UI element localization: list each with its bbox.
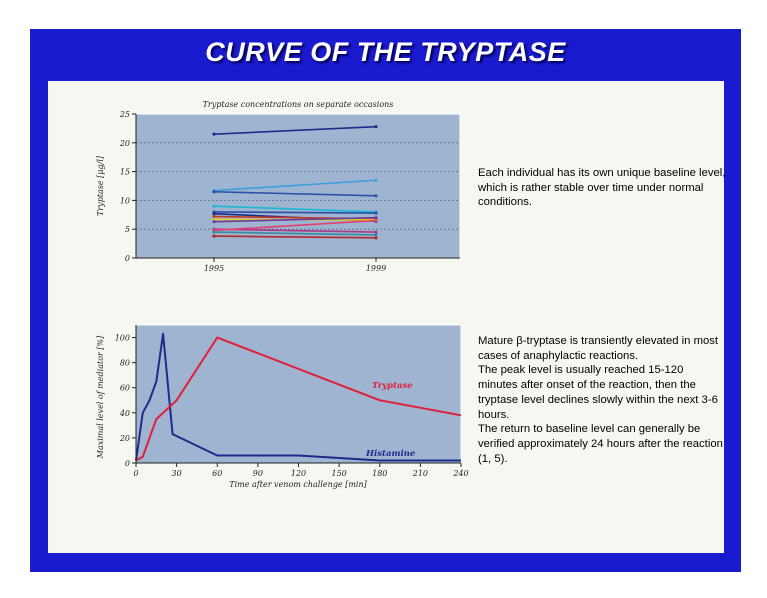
x-tick-label: 0	[133, 469, 139, 478]
mediator-time-course-chart	[86, 315, 469, 495]
slide-title: CURVE OF THE TRYPTASE	[205, 37, 566, 67]
note-line: The peak level is usually reached 15-120 minutes after onset of the reaction, then the tryptase level declines slowly within the next 3-6 hours.	[478, 364, 718, 421]
y-tick-label: 15	[119, 167, 130, 177]
elevation-description	[478, 334, 723, 466]
tryptase-baseline-chart	[86, 74, 466, 274]
y-tick-label: 60	[119, 383, 130, 393]
data-point	[212, 190, 215, 193]
note-line: Mature β-tryptase is transiently elevated in most cases of anaphylactic reactions.	[478, 335, 719, 362]
y-tick-label: 0	[124, 459, 130, 468]
data-point	[374, 236, 377, 239]
series-label: Tryptase	[372, 381, 413, 391]
y-tick-label: 40	[119, 408, 130, 418]
chart-title: Tryptase concentrations on separate occasions	[202, 100, 394, 109]
y-axis-label: Maximal level of mediator [%]	[96, 335, 105, 459]
data-point	[212, 215, 215, 218]
y-tick-label: 20	[119, 138, 130, 148]
y-tick-label: 5	[124, 225, 130, 235]
data-point	[212, 230, 215, 233]
y-tick-label: 10	[119, 196, 130, 206]
plot-area	[136, 325, 461, 463]
data-point	[212, 235, 215, 238]
x-tick-label: 1995	[203, 264, 225, 273]
x-tick-label: 150	[331, 469, 347, 478]
data-point	[374, 125, 377, 128]
x-tick-label: 240	[453, 469, 469, 478]
data-point	[374, 179, 377, 182]
x-tick-label: 1999	[365, 264, 387, 273]
y-tick-label: 0	[124, 254, 130, 263]
x-tick-label: 120	[290, 469, 307, 478]
y-axis-label: Tryptase [μg/l]	[96, 156, 105, 216]
y-tick-label: 25	[119, 110, 130, 119]
data-point	[212, 220, 215, 223]
x-tick-label: 30	[171, 469, 182, 478]
data-point	[212, 212, 215, 215]
data-point	[374, 211, 377, 214]
data-point	[212, 133, 215, 136]
y-tick-label: 100	[114, 333, 130, 343]
data-point	[374, 194, 377, 197]
note-line: The return to baseline level can generally be verified approximately 24 hours after the reaction (1, 5).	[478, 423, 723, 465]
baseline-description: Each individual has its own unique baseline level, which is rather stable over time under normal conditions.	[478, 167, 726, 209]
data-point	[374, 219, 377, 222]
y-tick-label: 80	[119, 358, 130, 368]
series-label: Histamine	[366, 449, 416, 459]
x-tick-label: 180	[372, 469, 388, 478]
x-tick-label: 60	[212, 469, 223, 478]
data-point	[374, 230, 377, 233]
y-tick-label: 20	[119, 433, 130, 443]
x-tick-label: 210	[412, 469, 429, 478]
data-point	[374, 233, 377, 236]
x-axis-label: Time after venom challenge [min]	[229, 480, 367, 489]
x-tick-label: 90	[252, 469, 263, 478]
data-point	[374, 216, 377, 219]
data-point	[212, 205, 215, 208]
